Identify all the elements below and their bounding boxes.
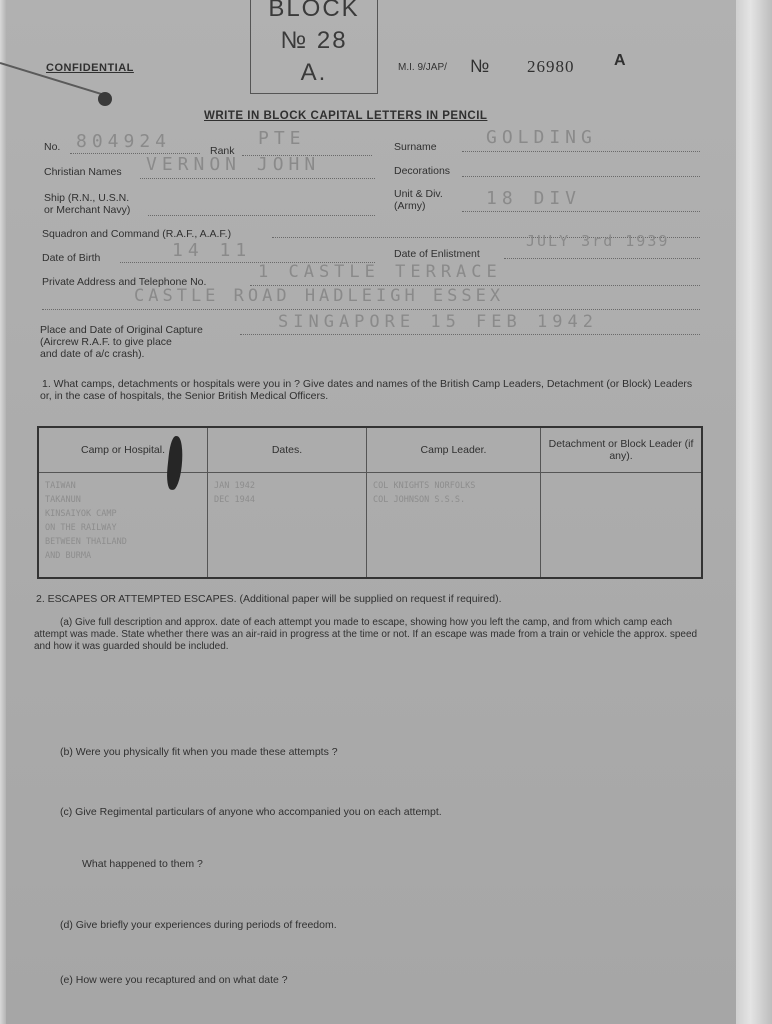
address-line2-value: CASTLE ROAD HADLEIGH ESSEX: [134, 286, 505, 306]
dates-entries: JAN 1942 DEC 1944: [208, 473, 367, 579]
squadron-label: Squadron and Command (R.A.F., A.A.F.): [42, 228, 232, 240]
stamp-letter: A.: [300, 59, 328, 86]
unit-label-line1: Unit & Div.: [394, 188, 443, 200]
question-2c-followup: What happened to them ?: [82, 858, 203, 870]
capture-value: SINGAPORE 15 FEB 1942: [278, 312, 598, 332]
ship-label-line2: or Merchant Navy): [44, 204, 131, 216]
capture-line: [240, 334, 700, 335]
number-prefix: №: [470, 56, 490, 76]
date-of-birth-label: Date of Birth: [42, 252, 101, 264]
camp-entries: TAIWAN TAKANUN KINSAIYOK CAMP ON THE RAILWAY BETWEEN THAILAND AND BURMA: [38, 473, 208, 579]
capture-label-line1: Place and Date of Original Capture: [40, 324, 203, 336]
question-2b-text: (b) Were you physically fit when you made these attempts ?: [60, 746, 338, 758]
decorations-line: [462, 176, 700, 177]
unit-line: [462, 211, 700, 212]
camps-table: [37, 426, 703, 579]
form-reference: M.I. 9/JAP/: [398, 62, 447, 73]
block-capitals-instruction: WRITE IN BLOCK CAPITAL LETTERS IN PENCIL: [204, 110, 488, 122]
question-2d-text: (d) Give briefly your experiences during periods of freedom.: [60, 919, 337, 931]
question-2-title: 2. ESCAPES OR ATTEMPTED ESCAPES. (Additional paper will be supplied on request if required).: [36, 593, 502, 605]
unit-value: 18 DIV: [486, 188, 582, 209]
column-camp-or-hospital: Camp or Hospital.: [38, 427, 208, 473]
surname-label: Surname: [394, 141, 437, 153]
table-row: [38, 473, 702, 579]
surname-line: [462, 151, 700, 152]
camps-table-header: [38, 427, 702, 473]
rank-label: Rank: [210, 145, 235, 157]
christian-names-label: Christian Names: [44, 166, 122, 178]
christian-names-line: [140, 178, 375, 179]
string-knot: [98, 92, 112, 106]
question-1-text: 1. What camps, detachments or hospitals were you in ? Give dates and names of the British Camp Leaders, Detachment (or Block) Leaders or, in the case of hospitals, the Senior British Medical Officers.: [40, 378, 693, 402]
right-page-edge: [736, 0, 772, 1024]
address-line1-value: 1 CASTLE TERRACE: [258, 262, 502, 282]
confidential-label: CONFIDENTIAL: [46, 62, 134, 74]
column-camp-leader: Camp Leader.: [367, 427, 541, 473]
question-2c-text: (c) Give Regimental particulars of anyone who accompanied you on each attempt.: [60, 806, 442, 818]
service-number-label: No.: [44, 141, 61, 153]
ship-label-line1: Ship (R.N., U.S.N.: [44, 192, 130, 204]
christian-names-value: VERNON JOHN: [146, 154, 321, 175]
camp-leader-entries: COL KNIGHTS NORFOLKS COL JOHNSON S.S.S.: [367, 473, 541, 579]
enlistment-value: JULY 3rd 1939: [526, 232, 670, 250]
rank-value: PTE: [258, 128, 306, 149]
column-detachment-leader: Detachment or Block Leader (if any).: [541, 427, 703, 473]
column-dates: Dates.: [208, 427, 367, 473]
service-number-value: 804924: [76, 131, 172, 152]
question-2e-text: (e) How were you recaptured and on what date ?: [60, 974, 288, 986]
date-of-birth-value: 14 11: [172, 240, 252, 261]
enlistment-line: [504, 258, 700, 259]
question-2a-text: (a) Give full description and approx. date of each attempt you made to escape, showing how you left the camp, and from which camp each attempt was made. State whether there was an air-raid in progress at the time or not. If an escape was made from a train or vehicle the approx. speed and how it was guarded should be included.: [34, 617, 698, 652]
address-line2: [42, 309, 700, 310]
address-label: Private Address and Telephone No.: [42, 276, 207, 288]
detachment-leader-entries: [541, 473, 703, 579]
surname-value: GOLDING: [486, 127, 597, 148]
stamp-block: BLOCK: [268, 0, 360, 22]
block-stamp: [250, 0, 378, 94]
serial-suffix: A: [614, 52, 626, 69]
stamp-number: № 28: [280, 27, 348, 54]
ship-line: [148, 215, 375, 216]
decorations-label: Decorations: [394, 165, 451, 177]
capture-label-line2: (Aircrew R.A.F. to give place: [40, 336, 172, 348]
capture-label-line3: and date of a/c crash).: [40, 348, 145, 360]
serial-number: 26980: [527, 57, 575, 76]
enlistment-label: Date of Enlistment: [394, 248, 480, 260]
unit-label-line2: (Army): [394, 200, 426, 212]
